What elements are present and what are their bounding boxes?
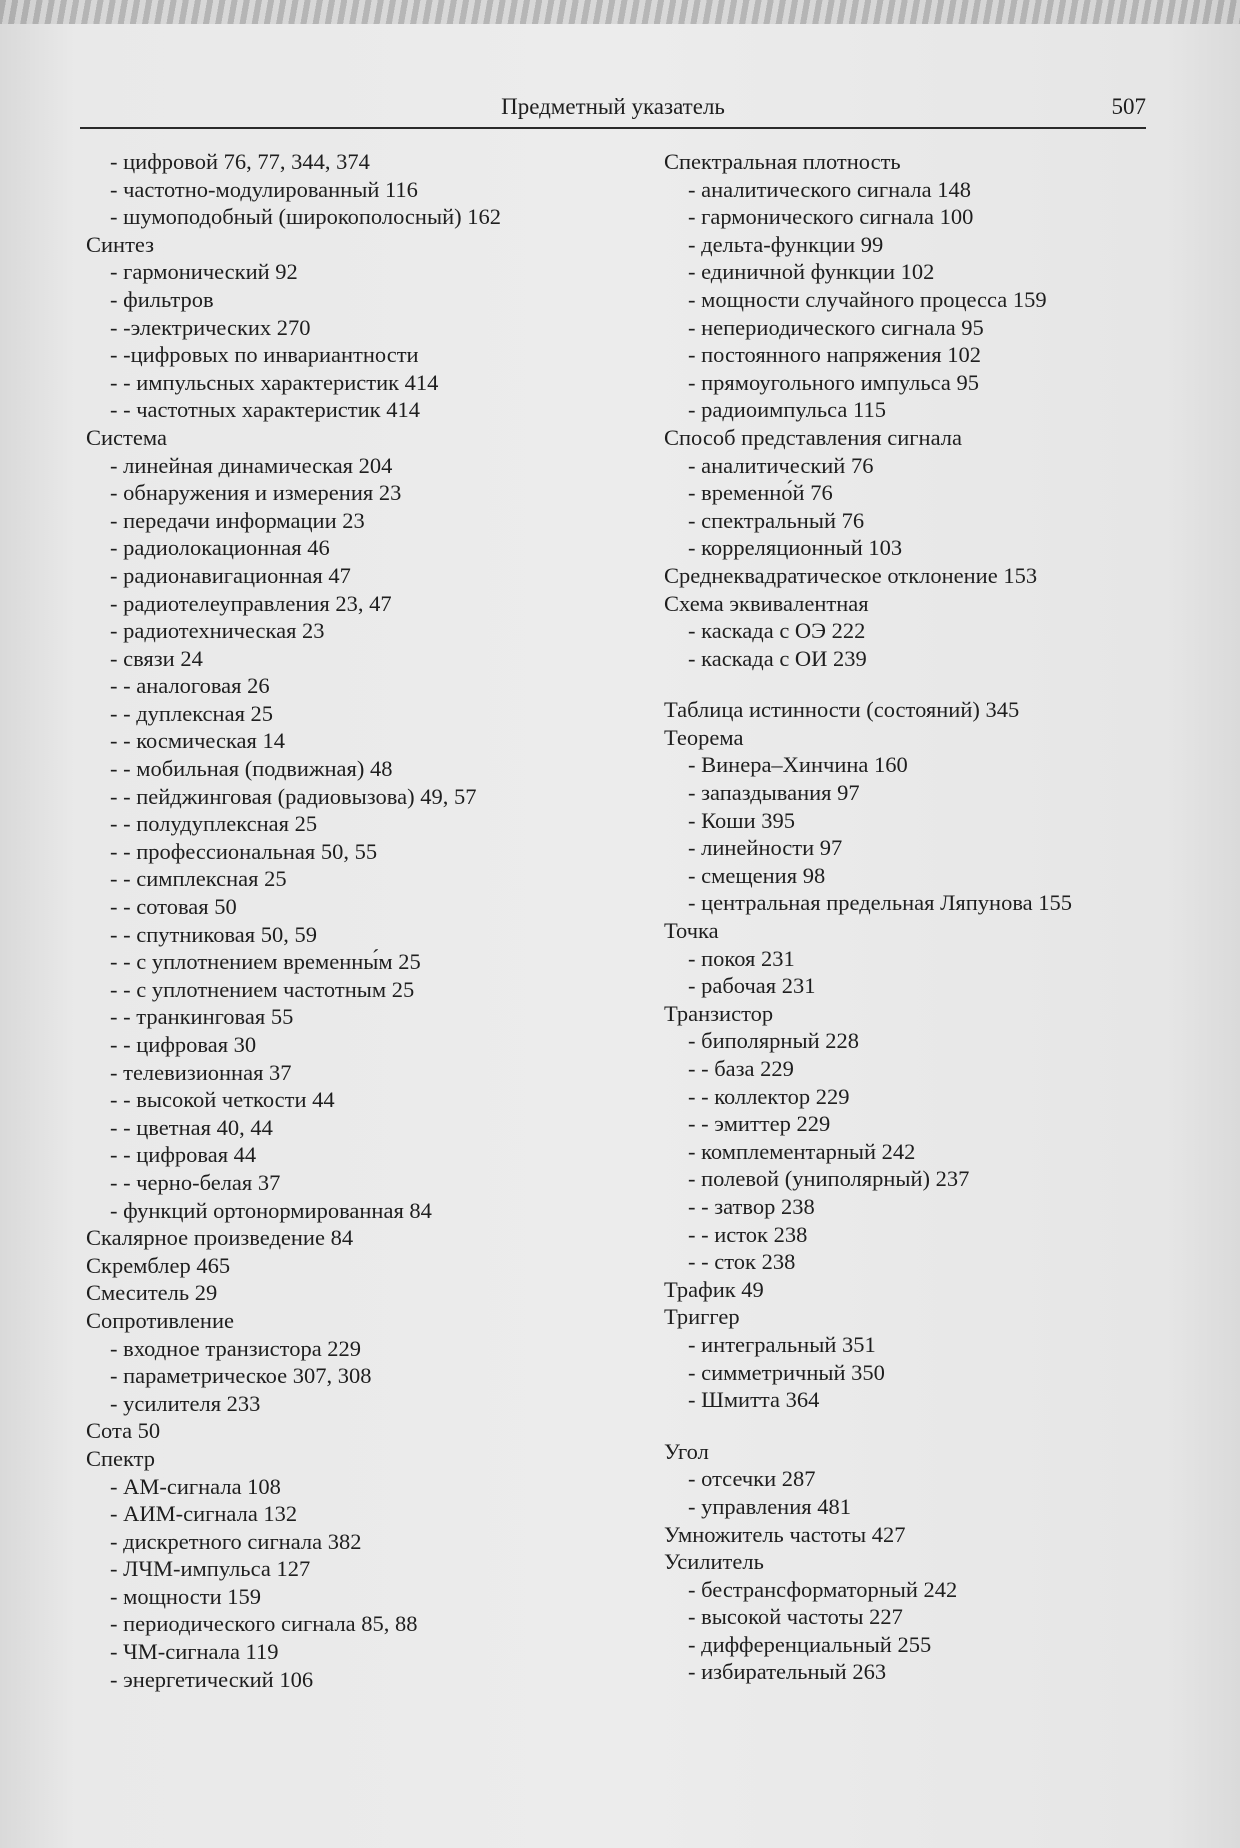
index-subentry: - Винера–Хинчина 160: [688, 752, 908, 778]
index-subentry: - - с уплотнением частотным 25: [110, 976, 415, 1002]
index-subentry: - частотно-модулированный 116: [110, 176, 418, 202]
index-subentry: - - эмиттер 229: [688, 1111, 831, 1137]
index-subentry: - энергетический 106: [110, 1666, 314, 1692]
index-subentry: - обнаружения и измерения 23: [110, 480, 402, 506]
page-number: 507: [1111, 94, 1146, 119]
section-gap: [664, 672, 1154, 696]
index-subentry: - спектральный 76: [688, 507, 865, 533]
index-subentry: - запаздывания 97: [688, 780, 860, 806]
index-entry: Теорема: [664, 724, 744, 750]
index-subentry: - - сотовая 50: [110, 894, 237, 920]
index-entry: Сопротивление: [86, 1307, 234, 1333]
index-subentry: - мощности 159: [110, 1583, 262, 1609]
index-subentry: - симметричный 350: [688, 1359, 885, 1385]
index-entry: Усилитель: [664, 1549, 764, 1575]
index-subentry: - Шмитта 364: [688, 1387, 820, 1413]
index-subentry: - Коши 395: [688, 807, 795, 833]
index-subentry: - - коллектор 229: [688, 1083, 850, 1109]
index-subentry: - радиолокационная 46: [110, 535, 330, 561]
index-column-right: [664, 148, 1154, 1686]
index-subentry: - ЛЧМ-импульса 127: [110, 1556, 311, 1582]
index-subentry: - связи 24: [110, 645, 203, 671]
index-subentry: - передачи информации 23: [110, 507, 365, 533]
index-subentry: - мощности случайного процесса 159: [688, 286, 1047, 312]
index-subentry: - корреляционный 103: [688, 535, 903, 561]
index-subentry: - покоя 231: [688, 945, 795, 971]
index-subentry: - - мобильная (подвижная) 48: [110, 756, 393, 782]
index-subentry: - -цифровых по инвариантности: [110, 342, 419, 368]
index-subentry: - усилителя 233: [110, 1390, 261, 1416]
section-gap: [664, 1414, 1154, 1438]
index-entry: Скремблер 465: [86, 1252, 231, 1278]
index-entry: Смеситель 29: [86, 1280, 218, 1306]
index-subentry: - АМ-сигнала 108: [110, 1473, 281, 1499]
index-entry: Схема эквивалентная: [664, 590, 869, 616]
index-subentry: - единичной функции 102: [688, 259, 935, 285]
index-entry: Среднеквадратическое отклонение 153: [664, 562, 1038, 588]
index-subentry: - дискретного сигнала 382: [110, 1528, 362, 1554]
index-subentry: - ЧМ-сигнала 119: [110, 1639, 279, 1665]
header-rule: [80, 127, 1146, 129]
index-subentry: - - частотных характеристик 414: [110, 397, 420, 423]
index-entry: Сота 50: [86, 1418, 161, 1444]
index-entry: Точка: [664, 918, 719, 944]
index-subentry: - аналитического сигнала 148: [688, 176, 971, 202]
index-subentry: - - космическая 14: [110, 728, 286, 754]
index-subentry: - телевизионная 37: [110, 1059, 292, 1085]
index-subentry: - цифровой 76, 77, 344, 374: [110, 149, 370, 174]
running-title: Предметный указатель: [501, 94, 725, 119]
index-subentry: - функций ортонормированная 84: [110, 1197, 432, 1223]
index-subentry: - управления 481: [688, 1493, 851, 1519]
index-subentry: - параметрическое 307, 308: [110, 1363, 372, 1389]
index-subentry: - -электрических 270: [110, 314, 311, 340]
index-subentry: - - спутниковая 50, 59: [110, 921, 318, 947]
index-subentry: - - симплексная 25: [110, 866, 287, 892]
index-subentry: - шумоподобный (широкополосный) 162: [110, 204, 501, 230]
index-subentry: - полевой (униполярный) 237: [688, 1166, 970, 1192]
index-entry: Умножитель частоты 427: [664, 1521, 906, 1547]
index-subentry: - каскада с ОИ 239: [688, 645, 867, 671]
scan-edge: [0, 0, 1240, 24]
index-subentry: - входное транзистора 229: [110, 1335, 362, 1361]
index-subentry: - - транкинговая 55: [110, 1004, 294, 1030]
index-subentry: - - аналоговая 26: [110, 673, 270, 699]
index-subentry: - - высокой четкости 44: [110, 1087, 335, 1113]
index-subentry: - непериодического сигнала 95: [688, 314, 984, 340]
index-subentry: - избирательный 263: [688, 1659, 887, 1685]
index-subentry: - - импульсных характеристик 414: [110, 369, 439, 395]
index-subentry: - гармонический 92: [110, 259, 298, 285]
index-subentry: - интегральный 351: [688, 1331, 876, 1357]
index-entry: Спектр: [86, 1445, 156, 1471]
index-subentry: - линейная динамическая 204: [110, 452, 393, 478]
index-subentry: - - с уплотнением временны́м 25: [110, 949, 421, 975]
index-subentry: - прямоугольного импульса 95: [688, 369, 980, 395]
index-subentry: - линейности 97: [688, 835, 843, 861]
index-subentry: - - цифровая 44: [110, 1142, 257, 1168]
index-entry: Система: [86, 424, 167, 450]
index-entry: Триггер: [664, 1304, 740, 1330]
index-subentry: - фильтров: [110, 286, 214, 312]
index-subentry: - рабочая 231: [688, 973, 816, 999]
index-subentry: - аналитический 76: [688, 452, 874, 478]
index-subentry: - - исток 238: [688, 1221, 808, 1247]
index-subentry: - отсечки 287: [688, 1466, 816, 1492]
index-subentry: - центральная предельная Ляпунова 155: [688, 890, 1073, 916]
index-subentry: - - база 229: [688, 1056, 794, 1081]
index-entry: Синтез: [86, 231, 155, 257]
index-entry: Спектральная плотность: [664, 149, 901, 174]
index-entry: Угол: [664, 1438, 709, 1464]
index-subentry: - каскада с ОЭ 222: [688, 618, 866, 644]
index-subentry: - - цветная 40, 44: [110, 1114, 273, 1140]
index-subentry: - АИМ-сигнала 132: [110, 1501, 298, 1527]
index-subentry: - периодического сигнала 85, 88: [110, 1611, 418, 1637]
running-header: [80, 94, 1146, 128]
index-entry: Способ представления сигнала: [664, 424, 962, 450]
index-subentry: - радиоимпульса 115: [688, 397, 886, 423]
index-subentry: - высокой частоты 227: [688, 1604, 903, 1630]
index-subentry: - - затвор 238: [688, 1193, 815, 1219]
index-subentry: - - пейджинговая (радиовызова) 49, 57: [110, 783, 477, 809]
index-subentry: - радиотелеуправления 23, 47: [110, 590, 392, 616]
index-subentry: - - цифровая 30: [110, 1032, 257, 1057]
index-subentry: - - дуплексная 25: [110, 700, 274, 726]
index-entry: Транзистор: [664, 1000, 774, 1026]
index-subentry: - - полудуплексная 25: [110, 811, 318, 837]
index-subentry: - - сток 238: [688, 1249, 796, 1275]
index-subentry: - биполярный 228: [688, 1028, 860, 1054]
index-subentry: - - профессиональная 50, 55: [110, 838, 378, 864]
index-subentry: - комплементарный 242: [688, 1138, 916, 1164]
index-entry: Скалярное произведение 84: [86, 1225, 354, 1251]
index-subentry: - постоянного напряжения 102: [688, 342, 981, 368]
index-entry: Таблица истинности (состояний) 345: [664, 697, 1020, 723]
index-subentry: - дельта-функции 99: [688, 231, 884, 257]
index-subentry: - радионавигационная 47: [110, 562, 351, 588]
index-subentry: - дифференциальный 255: [688, 1631, 932, 1657]
index-entry: Трафик 49: [664, 1276, 764, 1302]
index-subentry: - бестрансформаторный 242: [688, 1576, 958, 1602]
index-column-left: [86, 148, 646, 1693]
index-subentry: - смещения 98: [688, 862, 826, 888]
index-subentry: - временно́й 76: [688, 480, 833, 506]
index-subentry: - радиотехническая 23: [110, 618, 325, 644]
index-subentry: - - черно-белая 37: [110, 1169, 281, 1195]
index-subentry: - гармонического сигнала 100: [688, 204, 974, 230]
